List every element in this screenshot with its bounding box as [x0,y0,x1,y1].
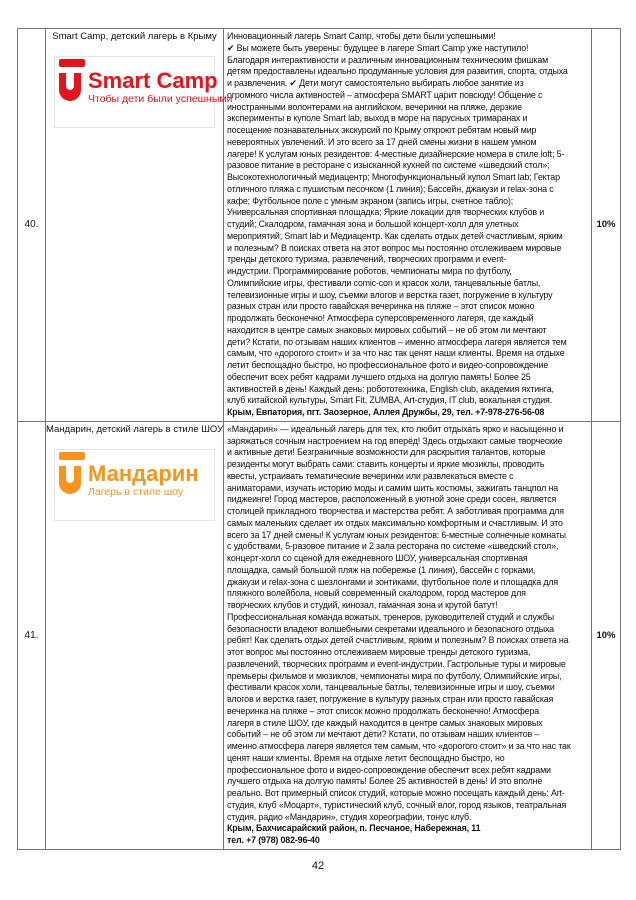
description-line: ребят! Как сделать отдых детей счастливым, ярким и полезным? В поисках ответа на [227,635,569,646]
description-line: резиденты могут выбрать сами: ставить концерты и яркие мюзиклы, проводить [227,459,545,469]
description-line: находится в центре самых знаковых мировых событий – не об этом ли мечтают [227,324,547,335]
description-line: Универсальная спортивная площадка; Яркие локации для творческих клубов и [227,207,545,218]
camps-table [17,28,621,850]
row-number: 40. [18,29,46,422]
description-line: вечеринка на пляже – этот список можно продолжать бесконечно! Атмосфера [227,705,540,716]
description-line: заряжаться сочным настроением на год вперёд! Здесь отдыхают самые творческие [227,435,563,446]
camp-name: Smart Camp, детский лагерь в Крыму [52,31,217,42]
camp-logo [54,449,215,521]
description-line: летит беспощадно быстро, но профессиональное фото и видео-сопровождение [227,360,549,370]
logo-tag-icon [59,452,85,460]
camp-logo [54,56,233,128]
page-number: 42 [311,860,325,872]
description-line: тренды детского туризма, развлечений, творческих программ и event- [227,254,507,265]
description-line: клуб китайской культуры, Smart Fit, ZUMBA, Art-студия, IT club, вокальная студия. [227,395,553,406]
logo-u-icon [59,466,81,494]
description-line: пляжного волейбола, новый современный скалодром, город мастеров для [227,588,526,599]
description-line: Высокотехнологичный медиацентр; Многофункциональный купол Smart lab; Гектар [227,172,560,182]
description-line: и активные дети! Безграничные возможности для раскрытия талантов, которые [227,447,546,458]
description-line: активностей в день! Каждый день: робототехника, English club, академия яхтинга, [227,383,554,394]
percent-value: 10% [592,421,621,849]
description-line: детям предоставлены идеально продуманные условия для развития, спорта, отдыха [227,66,568,77]
address-line: Крым, Евпатория, пгт. Заозерное, Аллея Дружбы, 29, тел. +7-978-276-56-08 [227,407,545,417]
description-line: лагере! К услугам юных резидентов: 4-местные дизайнерские номера в стиле loft; 5- [227,148,565,159]
description-line: премьеры фильмов и мюзиклов, чемпионаты мира по футболу, Олимпийские игры, [227,670,562,681]
description-line: посещение познавательных экскурсий по Крыму откроют ребятам новый мир [227,125,537,135]
description-line: лучшего отдыха на долгую память! Более 25 активностей в день! И это вполне [227,776,543,787]
description-line: телевизионные игры и шоу, съемки влогов и верстка газет, погружение в культуру [227,289,553,300]
row-number: 41. [18,421,46,849]
camp-name: Мандарин, детский лагерь в стиле ШОУ [46,423,224,435]
description-line: пиджеинге! Город мастеров, расположенный в уютной зоне среди сосен, является [227,494,557,505]
description-line: огромного числа активностей – атмосфера SMART царит повсюду! Общение с [227,89,543,100]
description-line: дети? Кстати, по отзывам наших клиентов – именно атмосфера лагеря является тем [227,336,567,347]
description-line: этот вопрос мы постоянно отслеживаем мировые тренды детского туризма, [227,647,531,657]
table-row [18,421,621,849]
description-line: Олимпийские игры, фестивали comic-con и красок холи, танцевальные батлы, [227,277,541,288]
description-line: и полезным? В поисках ответа на этот вопрос мы постоянно отслеживаем мировые [227,242,562,253]
description-line: разных стран или просто гавайская вечеринка на пляже – этот список можно [227,301,535,312]
description-line: студий; Скалодром, гамачная зона и большой концерт-холл для улетных [227,219,519,229]
description-cell [224,29,592,422]
description-line: с удобствами, 5-разовое питание и 2 зала ресторана по системе «шведский стол», [227,541,559,552]
address-line: Крым, Бахчисарайский район, п. Песчаное, Набережная, 11 [227,823,481,834]
logo-tag-icon [59,59,85,67]
description-line: Инновационный лагерь Smart Camp, чтобы дети были успешными! [227,31,496,41]
description-cell [224,421,592,849]
logo-slogan: Чтобы дети были успешными [88,93,233,105]
description-line: Благодаря интерактивности и различным инновационным техническим фишкам [227,54,549,65]
description-line: профессиональное фото и видео-сопровождение обеспечит всех ребят кадрами [227,764,551,775]
description-line: эксперименты в куполе Smart lab, выход в море на парусных тримаранах и [227,113,528,124]
description-line: столицей прикладного творчества и мастерства ребят. А заботливая программа для [227,506,564,516]
description-line: и развлечения. ✔ Дети могут самостоятельно выбирать любое занятие из [227,78,524,88]
description-line: самым, что «дорогого стоит» и за что нас так ценят наши клиенты. Время на отдыхе [227,348,565,359]
logo-slogan: Лагерь в стиле шоу [88,485,184,498]
description-line: «Мандарин» — идеальный лагерь для тех, кто любит отдыхать ярко и насыщенно и [227,423,564,434]
description-line: лагеря в стиле ШОУ, где каждый находится в центре самых знаковых мировых [227,717,543,728]
logo-brand: Мандарин [88,460,199,486]
description-line: концерт-холл со сценой для ежедневного ШОУ, универсальная спортивная [227,553,528,563]
description-line: событий – не об этом ли мечтают дети? Кстати, по отзывам наших клиентов – [227,729,540,740]
description-line: индустрии. Программирование роботов, чемпионаты мира по футболу, [227,266,512,276]
percent-value: 10% [592,29,621,422]
description-line: квесты, устраивать тематические вечеринки или развлекаться вместе с [227,470,514,481]
description-line: аниматорами, изучать историю моды и самим шить костюмы, зажигать танцпол на [227,482,559,493]
logo-u-icon [59,73,81,101]
camp-cell [46,29,233,422]
logo-brand: Smart Camp [88,68,218,93]
description-line: площадка, самый большой пляж на побережье (1 линия), бассейн с горками, [227,564,536,575]
description-line: иностранными волонтерами на английском, вечеринки на пляже, дерзкие [227,101,522,112]
description-line: Профессиональная команда вожатых, тренеров, руководителей студий и службы [227,611,554,622]
description-line: развлечений, творческих программ и event-индустрии. Гастрольные туры и мировые [227,658,566,669]
description-line: ✔ Вы можете быть уверены: будущее в лагере Smart Camp уже наступило! [227,42,529,53]
description-line: продолжать бесконечно! Атмосфера суперсовременного лагеря, где каждый [227,313,534,323]
camp-cell [46,421,224,849]
description-line: отличного пляжа с пушистым песочком (1 линия); Бассейн, джакузи и relax-зона с [227,183,554,194]
description-line: студия, клуб «Моцарт», туристический клуб, сочный влог, город языков, театральная [227,799,567,810]
table-row [18,29,621,422]
description-line: обеспечит всех ребят кадрами лучшего отдыха на долгую память! Более 25 [227,371,531,382]
description-line: невероятных увлечений. И это всего за 17 дней смены жизни в нашем умном [227,136,537,147]
description-line: всего за 17 дней смены! К услугам юных резидентов: 6-местные солнечные комнаты [227,529,566,540]
description-line: джакузи и relax-зона с шезлонгами и зонтиками, футбольное поле и площадка для [227,576,559,587]
description-line: фестивали красок холи, танцевальные батлы, телевизионные игры и шоу, съемки [227,682,555,693]
description-line: мероприятий; Smart lab и Медиацентр. Как сделать отдых детей счастливым, ярким [227,230,563,241]
address-line: тел. +7 (978) 082-96-40 [227,835,320,845]
description-line: кафе; Футбольное поле с умным экраном (запись игры, счетное табло); [227,195,514,206]
description-line: влогов и верстка газет, погружение в культуру разных стран или просто гавайская [227,694,554,704]
description-line: реально. Вот примерный список студий, которые можно посещать каждый день: Art- [227,788,565,798]
description-line: безопасности владеют волшебными секретами идеального и безопасного отдыха [227,623,554,634]
description-line: именно атмосфера лагеря является тем самым, что «дорогого стоит» и за что нас так [227,741,571,751]
description-line: ценят наши клиенты. Время на отдыхе летит беспощадно быстро, но [227,752,505,763]
description-line: разовое питание в ресторане с изысканной кухней по системе «шведский стол»; [227,160,550,171]
description-line: студия, радио «Мандарин», студия хореографии, тонус клуб. [227,811,472,822]
description-line: творческих клубов и студий, кинозал, гамачная зона и крутой батут! [227,600,498,610]
description-line: самых маленьких сделает их отдых максимально комфортным и счастливым. И это [227,517,563,528]
